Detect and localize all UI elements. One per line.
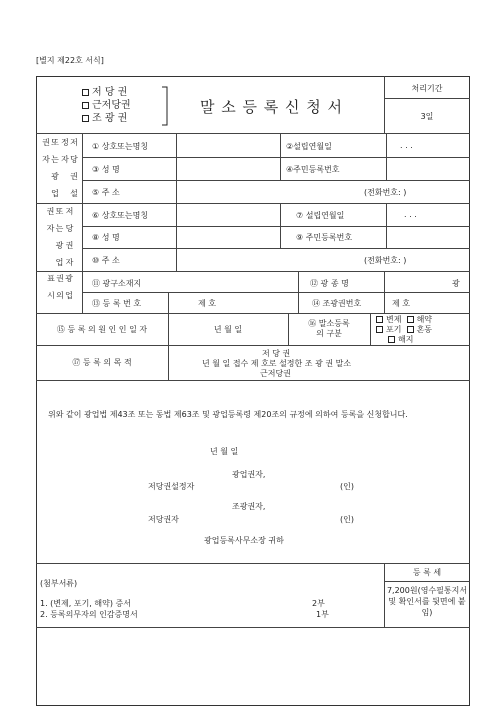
field-mineral-suffix: 광 (452, 279, 460, 288)
statement-date: 년 월 일 (210, 447, 239, 456)
checkbox-icon (388, 336, 395, 343)
check-cancel[interactable]: 해지 (388, 335, 413, 344)
purpose-label: ⑰ 등 록 의 목 적 (72, 358, 132, 367)
form-title: 말 소 등 록 신 청 서 (200, 98, 344, 116)
check-waiver[interactable]: 포기 (376, 325, 401, 334)
processing-period-label: 처리기간 (411, 83, 443, 93)
checkbox-icon (407, 316, 414, 323)
field-label-mineral-type: ⑫ 광 종 명 (310, 279, 349, 288)
attachments-title: (첨부서류) (40, 579, 78, 588)
checkbox-icon (82, 115, 89, 122)
form-number: [별지 제22호 서식] (36, 56, 104, 65)
check-termination[interactable]: 해약 (407, 315, 432, 324)
field-label-address: ⑤ 주 소 (92, 188, 120, 197)
field-label-name-2: ⑥ 상호또는명칭 (92, 211, 149, 220)
field-phone: (전화번호: ) (364, 188, 407, 197)
option-mining-lease[interactable]: 조 광 권 (82, 112, 131, 125)
registration-type-options (82, 86, 131, 125)
field-label-name: ① 상호또는명칭 (92, 142, 149, 151)
purpose-line1: 저 당 권 (262, 349, 291, 358)
field-label-lease-no: ⑭ 조광권번호 (312, 299, 362, 308)
group-label-mortgagee: 또 는 광 업 권 자 저 당 권 자 (46, 207, 74, 266)
cause-date-label: ⑮ 등 록 의 원 인 인 일 자 (56, 324, 148, 334)
checkbox-icon (82, 102, 89, 109)
processing-period-value: 3일 (420, 111, 434, 121)
purpose-line2: 년 월 일 접수 제 호로 설정한 조 광 권 말소 (202, 359, 352, 368)
field-reg-no: 제 호 (198, 299, 216, 308)
attachment-item: 1. (변제, 포기, 해약) 증서 (40, 599, 131, 608)
field-label-resident-no-2: ⑨ 주민등록번호 (296, 233, 353, 242)
field-label-est-date: ②설립연월일 (286, 142, 332, 151)
field-label-person-2: ⑧ 성 명 (92, 233, 120, 242)
checkbox-icon (82, 89, 89, 96)
party1-seal[interactable]: (인) (340, 482, 354, 491)
field-label-address-2: ⑩ 주 소 (92, 256, 120, 265)
group-label-mortgagor: 또 는 광 업 권 자 저 당 권 설 정 자 (41, 138, 79, 197)
purpose-line3: 근저당권 (260, 369, 291, 378)
cause-date-value: 년 월 일 (213, 324, 243, 334)
cancellation-type-options (376, 315, 432, 345)
cancellation-type-label: ⑯ 말소등록 의 구분 (308, 319, 350, 338)
field-phone-2: (전화번호: ) (364, 256, 407, 265)
attachment-count: 2부 (312, 599, 325, 608)
party2-seal[interactable]: (인) (340, 515, 354, 524)
option-root-mortgage[interactable]: 근저당권 (82, 99, 131, 112)
attachment-item: 2. 등록의무자의 인감증명서 (40, 610, 138, 619)
field-label-mine-location: ⑪ 광구소재지 (92, 279, 142, 288)
fee-title: 등 록 세 (412, 568, 442, 577)
party2-role-b: 저당권자 (148, 515, 179, 524)
field-label-est-date-2: ⑦ 설립연월일 (296, 211, 345, 220)
field-label-resident-no: ④주민등록번호 (286, 165, 340, 174)
check-merger[interactable]: 혼동 (407, 325, 432, 334)
party1-role-a: 광업권자, (232, 470, 266, 479)
field-est-date-dots-2: . . . (404, 210, 417, 219)
option-mortgage[interactable]: 저 당 권 (82, 86, 131, 99)
field-label-reg-no: ⑬ 등 록 번 호 (92, 299, 142, 308)
bracket-icon (160, 86, 172, 126)
field-label-person: ③ 성 명 (92, 165, 120, 174)
checkbox-icon (376, 316, 383, 323)
check-repayment[interactable]: 변제 (376, 315, 401, 324)
checkbox-icon (407, 326, 414, 333)
party1-role-b: 저당권설정자 (148, 482, 195, 491)
fee-text: 7,200원(영수필통지서 및 확인서를 뒷면에 붙임) (386, 586, 468, 617)
field-lease-no: 제 호 (392, 299, 410, 308)
group-label-mining-right: 광 업 권 의 표 시 (46, 274, 74, 299)
party2-role-a: 조광권자, (232, 502, 266, 511)
field-est-date-dots: . . . (400, 141, 413, 150)
statement-text: 위와 같이 광업법 제43조 또는 동법 제63조 및 광업등록령 제20조의 규정에 의하여 등록을 신청합니다. (48, 410, 408, 419)
checkbox-icon (376, 326, 383, 333)
addressee: 광업등록사무소장 귀하 (204, 536, 284, 545)
attachment-count: 1부 (316, 610, 329, 619)
